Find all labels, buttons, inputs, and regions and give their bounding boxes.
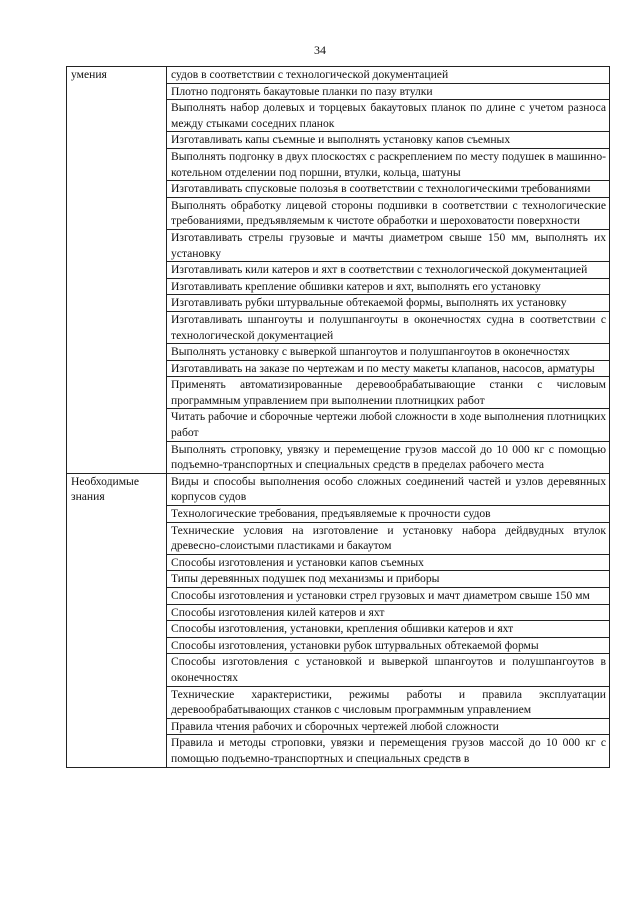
requirement-text: Способы изготовления и установки стрел грузовых и мачт диаметром свыше 150 мм (167, 588, 610, 605)
page-number: 34 (314, 43, 326, 57)
requirement-text: Изготавливать рубки штурвальные обтекаемой формы, выполнять их установку (167, 295, 610, 312)
requirement-text: Плотно подгонять бакаутовые планки по пазу втулки (167, 83, 610, 100)
table-row (67, 67, 610, 84)
requirement-text: судов в соответствии с технологической документацией (167, 67, 610, 84)
requirement-text: Типы деревянных подушек под механизмы и приборы (167, 571, 610, 588)
requirement-text: Способы изготовления килей катеров и яхт (167, 604, 610, 621)
requirement-text: Выполнять подгонку в двух плоскостях с раскреплением по месту подушек в машинно-котельном отделении под поршни, втулки, кольца, шатуны (167, 148, 610, 180)
requirement-text: Читать рабочие и сборочные чертежи любой сложности в ходе выполнения плотницких работ (167, 409, 610, 441)
table-row (67, 473, 610, 505)
requirement-text: Выполнять установку с выверкой шпангоутов и полушпангоутов в оконечностях (167, 344, 610, 361)
requirement-text: Технологические требования, предъявляемые к прочности судов (167, 506, 610, 523)
requirement-text: Правила и методы строповки, увязки и перемещения грузов массой до 10 000 кг с помощью подъемно-транспортных и специальных средств в (167, 735, 610, 767)
requirements-table (66, 66, 610, 768)
requirement-text: Изготавливать спусковые полозья в соответствии с технологическими требованиями (167, 181, 610, 198)
requirement-text: Технические условия на изготовление и установку набора дейдвудных втулок древесно-слоистыми пластиками и бакаутом (167, 522, 610, 554)
requirement-text: Изготавливать кили катеров и яхт в соответствии с технологической документацией (167, 262, 610, 279)
requirement-text: Выполнять набор долевых и торцевых бакаутовых планок по длине с учетом разноса между стыками соседних планок (167, 100, 610, 132)
requirement-text: Правила чтения рабочих и сборочных чертежей любой сложности (167, 718, 610, 735)
section-label-cell (67, 473, 167, 767)
section-label-cell (67, 67, 167, 474)
requirement-text: Виды и способы выполнения особо сложных соединений частей и узлов деревянных корпусов судов (167, 473, 610, 505)
requirement-text: Технические характеристики, режимы работы и правила эксплуатации деревообрабатывающих станков с числовым программным управлением (167, 686, 610, 718)
requirement-text: Изготавливать на заказе по чертежам и по месту макеты клапанов, насосов, арматуры (167, 360, 610, 377)
requirement-text: Изготавливать стрелы грузовые и мачты диаметром свыше 150 мм, выполнять их установку (167, 229, 610, 261)
requirement-text: Способы изготовления, установки, крепления обшивки катеров и яхт (167, 621, 610, 638)
requirement-text: Применять автоматизированные деревообрабатывающие станки с числовым программным управлением при выполнении плотницких работ (167, 377, 610, 409)
requirements-table-body (67, 67, 610, 768)
requirement-text: Способы изготовления с установкой и выверкой шпангоутов и полушпангоутов в оконечностях (167, 654, 610, 686)
requirement-text: Изготавливать капы съемные и выполнять установку капов съемных (167, 132, 610, 149)
section-label: умения (71, 68, 107, 81)
requirement-text: Способы изготовления и установки капов съемных (167, 554, 610, 571)
requirement-text: Изготавливать шпангоуты и полушпангоуты в оконечностях судна в соответствии с технологической документацией (167, 311, 610, 343)
requirement-text: Изготавливать крепление обшивки катеров и яхт, выполнять его установку (167, 278, 610, 295)
section-label: Необходимые знания (71, 474, 139, 504)
requirement-text: Способы изготовления, установки рубок штурвальных обтекаемой формы (167, 637, 610, 654)
requirement-text: Выполнять строповку, увязку и перемещение грузов массой до 10 000 кг с помощью подъемно-транспортных и специальных средств в пределах рабочего места (167, 441, 610, 473)
requirement-text: Выполнять обработку лицевой стороны подшивки в соответствии с технологические требованиями, предъявляемым к чистоте обработки и шероховатости поверхности (167, 197, 610, 229)
